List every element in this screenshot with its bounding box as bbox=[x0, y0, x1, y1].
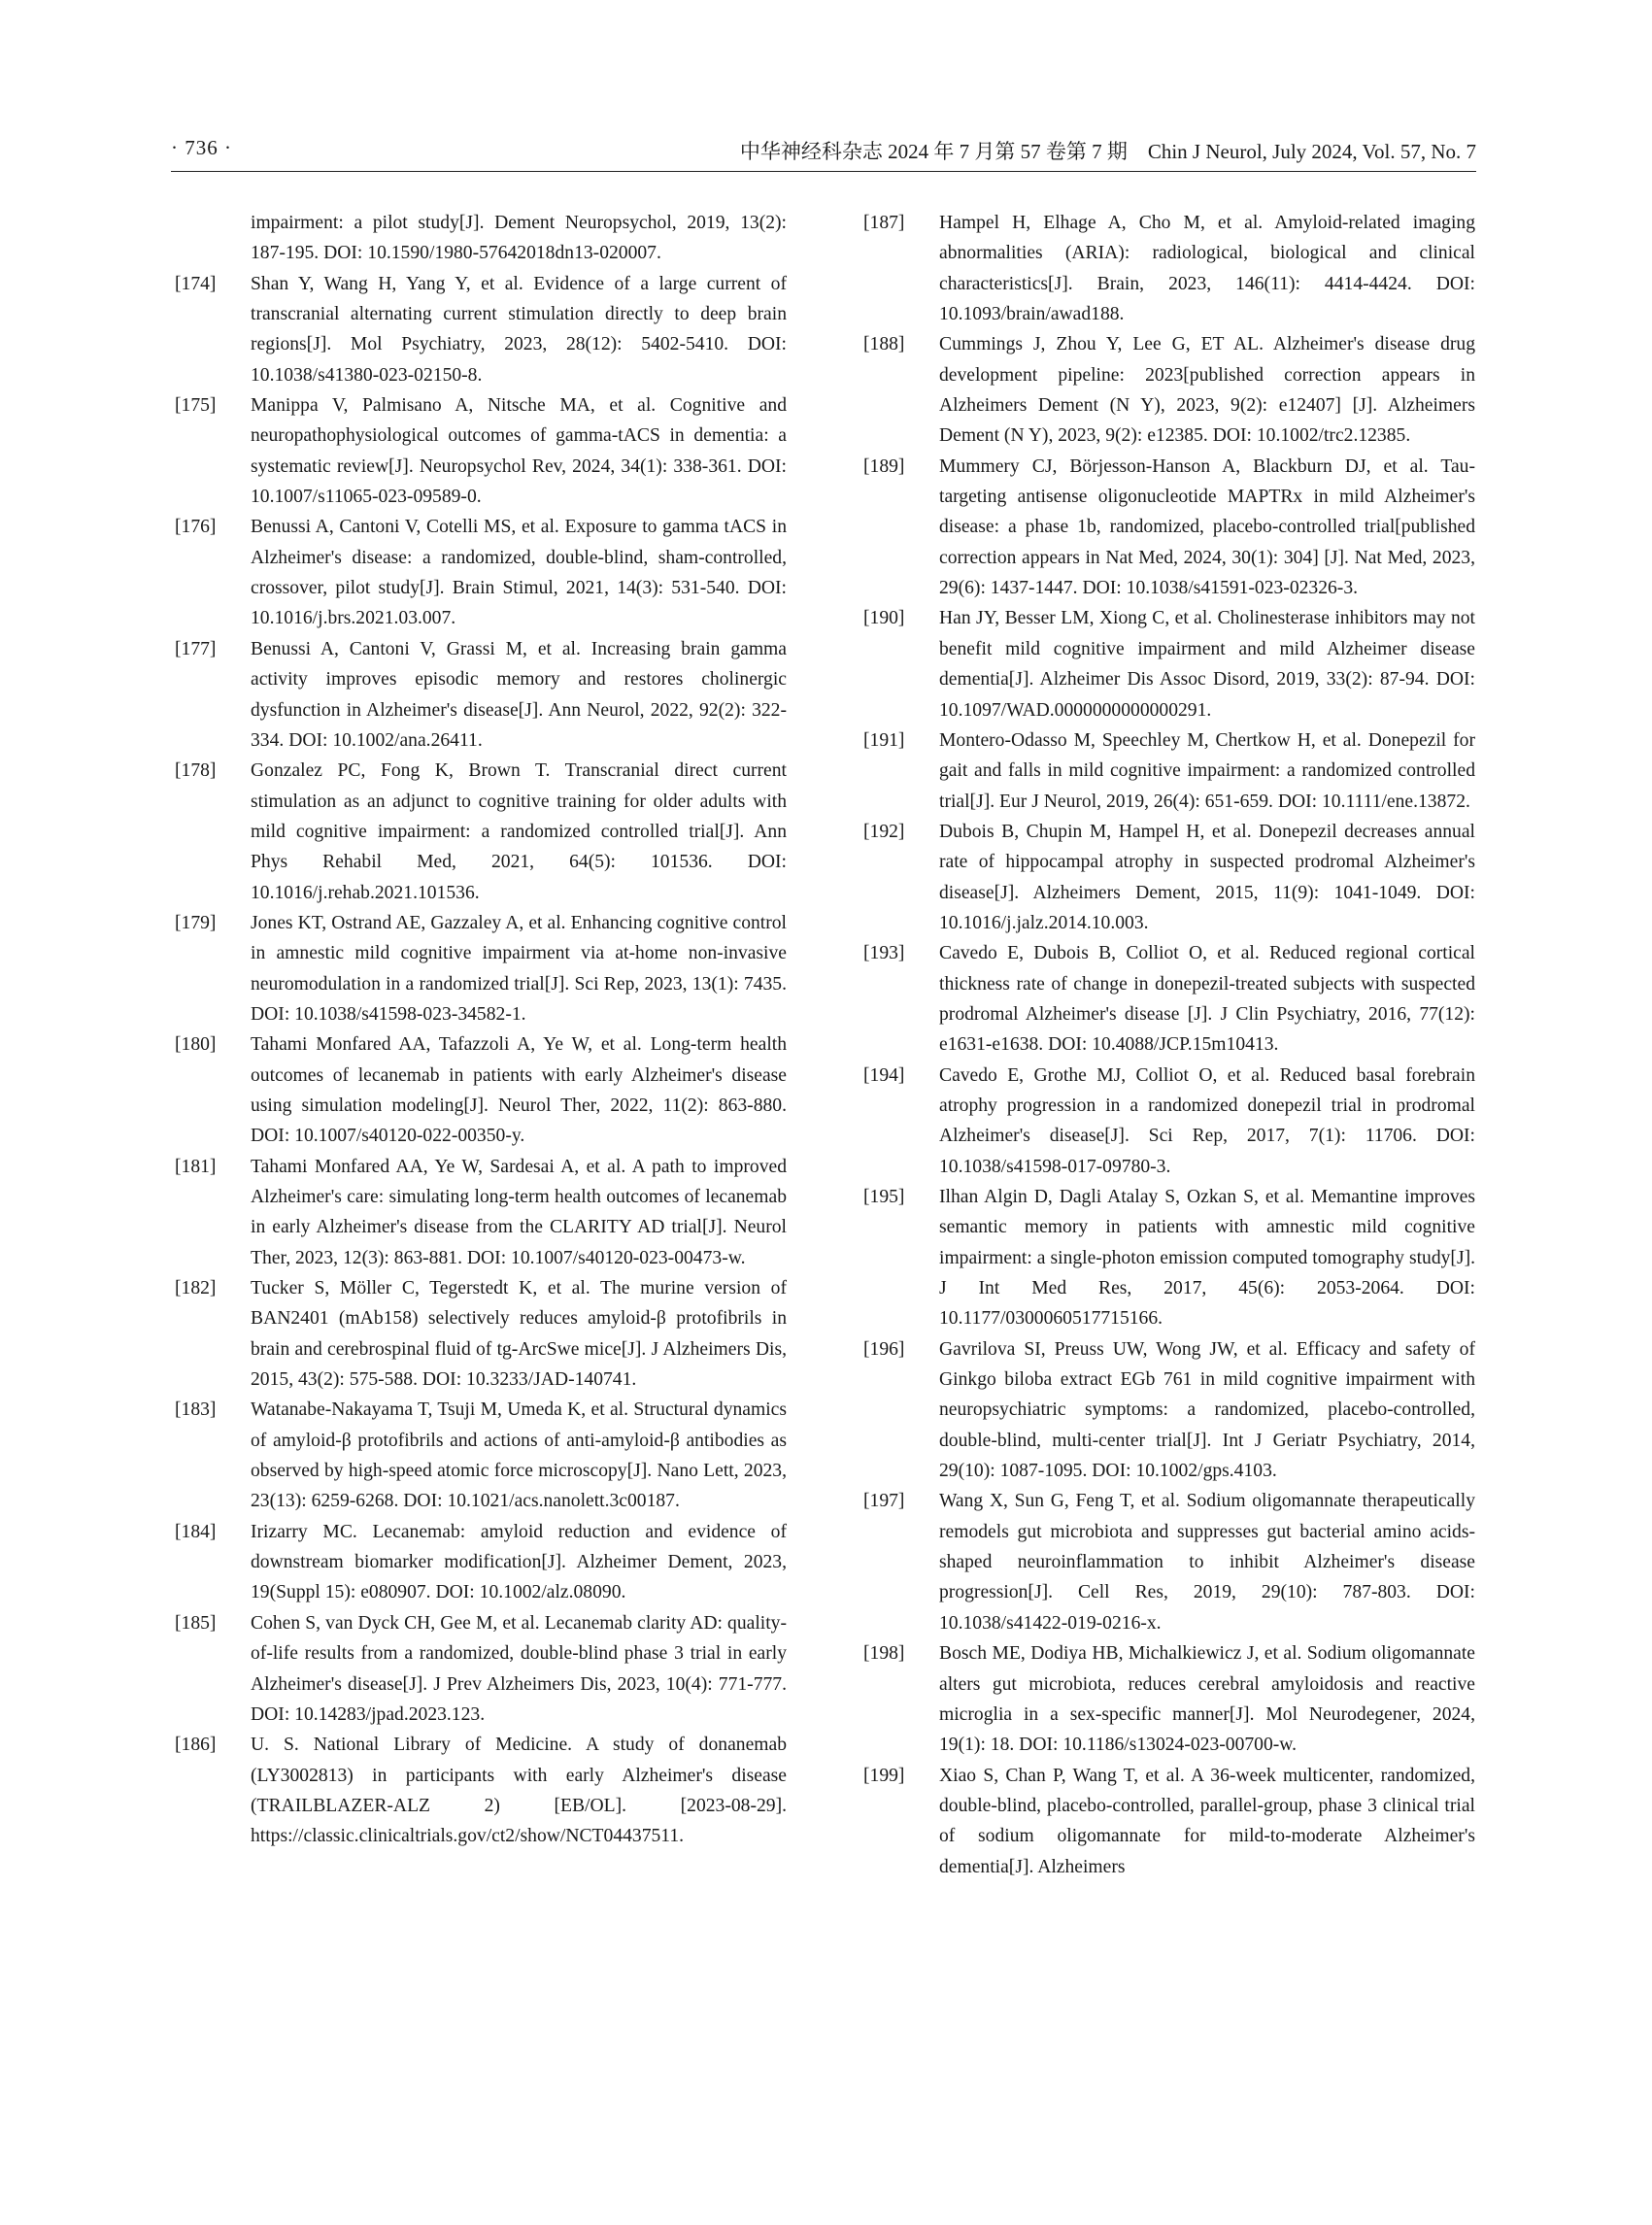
reference-text: Mummery CJ, Börjesson-Hanson A, Blackburn DJ, et al. Tau-targeting antisense oligonucleotide MAPTRx in mild Alzheimer's disease: a phase 1b, randomized, placebo-controlled trial[published correction appears in Nat Med, 2024, 30(1): 304] [J]. Nat Med, 2023, 29(6): 1437-1447. DOI: 10.1038/s41591-023-02326-3. bbox=[939, 455, 1475, 599]
reference-text: Cummings J, Zhou Y, Lee G, ET AL. Alzheimer's disease drug development pipeline: 2023[published correction appears in Alzheimers Dement (N Y), 2023, 9(2): e12407] [J]. Alzheimers Dement (N Y), 2023, 9(2): e12385. DOI: 10.1002/trc2.12385. bbox=[939, 334, 1475, 447]
reference-text: Hampel H, Elhage A, Cho M, et al. Amyloid-related imaging abnormalities (ARIA): radiological, biological and clinical characteristics[J]. Brain, 2023, 146(11): 4414-4424. DOI: 10.1093/brain/awad188. bbox=[939, 213, 1475, 325]
reference-entry bbox=[175, 208, 787, 269]
reference-number: [197] bbox=[863, 1491, 905, 1512]
reference-text: Tucker S, Möller C, Tegerstedt K, et al. The murine version of BAN2401 (mAb158) selectively reduces amyloid-β protofibrils in brain and cerebrospinal fluid of tg-ArcSwe mice[J]. J Alzheimers Dis, 2015, 43(2): 575-588. DOI: 10.3233/JAD-140741. bbox=[251, 1278, 787, 1391]
reference-number: [184] bbox=[175, 1521, 217, 1542]
page-number: · 736 · bbox=[171, 136, 232, 159]
reference-column-right bbox=[863, 208, 1475, 1882]
reference-text: Jones KT, Ostrand AE, Gazzaley A, et al. Enhancing cognitive control in amnestic mild cognitive impairment via at-home non-invasive neuromodulation in a randomized trial[J]. Sci Rep, 2023, 13(1): 7435. DOI: 10.1038/s41598-023-34582-1. bbox=[251, 912, 787, 1025]
journal-citation: 中华神经科杂志 2024 年 7 月第 57 卷第 7 期 Chin J Neurol, July 2024, Vol. 57, No. 7 bbox=[739, 140, 1476, 163]
reference-number: [175] bbox=[175, 395, 217, 417]
reference-number: [199] bbox=[863, 1765, 905, 1786]
reference-number: [188] bbox=[863, 334, 905, 355]
reference-number: [191] bbox=[863, 729, 905, 751]
reference-number: [181] bbox=[175, 1156, 217, 1177]
reference-text: Cavedo E, Dubois B, Colliot O, et al. Reduced regional cortical thickness rate of change in donepezil-treated subjects with suspected prodromal Alzheimer's disease [J]. J Clin Psychiatry, 2016, 77(12): e1631-e1638. DOI: 10.4088/JCP.15m10413. bbox=[939, 943, 1475, 1056]
reference-number: [185] bbox=[175, 1612, 217, 1634]
reference-text: Cohen S, van Dyck CH, Gee M, et al. Lecanemab clarity AD: quality-of-life results from a randomized, double-blind phase 3 trial in early Alzheimer's disease[J]. J Prev Alzheimers Dis, 2023, 10(4): 771-777. DOI: 10.14283/jpad.2023.123. bbox=[251, 1612, 787, 1725]
reference-entry bbox=[175, 1273, 787, 1395]
reference-entry bbox=[863, 1486, 1475, 1638]
reference-text: Cavedo E, Grothe MJ, Colliot O, et al. Reduced basal forebrain atrophy progression in a randomized donepezil trial in prodromal Alzheimer's disease[J]. Sci Rep, 2017, 7(1): 11706. DOI: 10.1038/s41598-017-09780-3. bbox=[939, 1064, 1475, 1177]
reference-entry bbox=[175, 269, 787, 390]
reference-entry bbox=[863, 1761, 1475, 1882]
reference-text: Gavrilova SI, Preuss UW, Wong JW, et al. Efficacy and safety of Ginkgo biloba extract EGb 761 in mild cognitive impairment with neuropsychiatric symptoms: a randomized, placebo-controlled, double-blind, multi-center trial[J]. Int J Geriatr Psychiatry, 2014, 29(10): 1087-1095. DOI: 10.1002/gps.4103. bbox=[939, 1338, 1475, 1482]
reference-text: Dubois B, Chupin M, Hampel H, et al. Donepezil decreases annual rate of hippocampal atrophy in suspected prodromal Alzheimer's disease[J]. Alzheimers Dement, 2015, 11(9): 1041-1049. DOI: 10.1016/j.jalz.2014.10.003. bbox=[939, 821, 1475, 933]
reference-entry bbox=[175, 1029, 787, 1151]
reference-text: Benussi A, Cantoni V, Grassi M, et al. Increasing brain gamma activity improves episodic memory and restores cholinergic dysfunction in Alzheimer's disease[J]. Ann Neurol, 2022, 92(2): 322-334. DOI: 10.1002/ana.26411. bbox=[251, 638, 787, 751]
reference-number: [176] bbox=[175, 517, 217, 538]
reference-number: [196] bbox=[863, 1338, 905, 1360]
reference-entry bbox=[863, 1638, 1475, 1760]
reference-text: Gonzalez PC, Fong K, Brown T. Transcranial direct current stimulation as an adjunct to cognitive training for older adults with mild cognitive impairment: a randomized controlled trial[J]. Ann Phys Rehabil Med, 2021, 64(5): 101536. DOI: 10.1016/j.rehab.2021.101536. bbox=[251, 760, 787, 903]
reference-number: [177] bbox=[175, 638, 217, 659]
reference-text: Manippa V, Palmisano A, Nitsche MA, et al. Cognitive and neuropathophysiological outcomes of gamma-tACS in dementia: a systematic review[J]. Neuropsychol Rev, 2024, 34(1): 338-361. DOI: 10.1007/s11065-023-09589-0. bbox=[251, 395, 787, 508]
reference-text: Shan Y, Wang H, Yang Y, et al. Evidence of a large current of transcranial alternating current stimulation directly to deep brain regions[J]. Mol Psychiatry, 2023, 28(12): 5402-5410. DOI: 10.1038/s41380-023-02150-8. bbox=[251, 273, 787, 386]
reference-text: impairment: a pilot study[J]. Dement Neuropsychol, 2019, 13(2): 187-195. DOI: 10.1590/1980-57642018dn13-020007. bbox=[251, 213, 787, 264]
reference-entry bbox=[863, 817, 1475, 938]
reference-text: Tahami Monfared AA, Tafazzoli A, Ye W, et al. Long-term health outcomes of lecanemab in patients with early Alzheimer's disease using simulation modeling[J]. Neurol Ther, 2022, 11(2): 863-880. DOI: 10.1007/s40120-022-00350-y. bbox=[251, 1034, 787, 1147]
reference-entry bbox=[863, 603, 1475, 725]
reference-number: [174] bbox=[175, 273, 217, 294]
reference-text: Bosch ME, Dodiya HB, Michalkiewicz J, et al. Sodium oligomannate alters gut microbiota, reduces cerebral amyloidosis and reactive microglia in a sex-specific manner[J]. Mol Neurodegener, 2024, 19(1): 18. DOI: 10.1186/s13024-023-00700-w. bbox=[939, 1643, 1475, 1756]
reference-number: [198] bbox=[863, 1643, 905, 1665]
reference-number: [194] bbox=[863, 1064, 905, 1086]
reference-text: Han JY, Besser LM, Xiong C, et al. Cholinesterase inhibitors may not benefit mild cognitive impairment and mild Alzheimer disease dementia[J]. Alzheimer Dis Assoc Disord, 2019, 33(2): 87-94. DOI: 10.1097/WAD.0000000000000291. bbox=[939, 608, 1475, 721]
reference-text: Tahami Monfared AA, Ye W, Sardesai A, et al. A path to improved Alzheimer's care: simulating long-term health outcomes of lecanemab in early Alzheimer's disease from the CLARITY AD trial[J]. Neurol Ther, 2023, 12(3): 863-881. DOI: 10.1007/s40120-023-00473-w. bbox=[251, 1156, 787, 1268]
running-header bbox=[171, 136, 1476, 172]
reference-entry bbox=[863, 329, 1475, 451]
reference-entry bbox=[175, 1152, 787, 1273]
reference-entry bbox=[175, 756, 787, 908]
reference-number: [179] bbox=[175, 912, 217, 933]
reference-text: Benussi A, Cantoni V, Cotelli MS, et al. Exposure to gamma tACS in Alzheimer's disease: a randomized, double-blind, sham-controlled, crossover, pilot study[J]. Brain Stimul, 2021, 14(3): 531-540. DOI: 10.1016/j.brs.2021.03.007. bbox=[251, 517, 787, 629]
reference-number: [180] bbox=[175, 1034, 217, 1056]
reference-text: Montero-Odasso M, Speechley M, Chertkow H, et al. Donepezil for gait and falls in mild cognitive impairment: a randomized controlled trial[J]. Eur J Neurol, 2019, 26(4): 651-659. DOI: 10.1111/ene.13872. bbox=[939, 729, 1475, 812]
reference-entry bbox=[175, 512, 787, 633]
reference-entry bbox=[863, 452, 1475, 604]
reference-number: [182] bbox=[175, 1278, 217, 1299]
reference-entry bbox=[863, 1334, 1475, 1487]
reference-entry bbox=[175, 634, 787, 756]
reference-number: [178] bbox=[175, 760, 217, 782]
reference-column-left bbox=[175, 208, 787, 1852]
reference-text: Wang X, Sun G, Feng T, et al. Sodium oligomannate therapeutically remodels gut microbiota and suppresses gut bacterial amino acids-shaped neuroinflammation to inhibit Alzheimer's disease progression[J]. Cell Res, 2019, 29(10): 787-803. DOI: 10.1038/s41422-019-0216-x. bbox=[939, 1491, 1475, 1634]
reference-number: [183] bbox=[175, 1399, 217, 1421]
reference-entry bbox=[175, 1395, 787, 1516]
reference-number: [187] bbox=[863, 213, 905, 233]
reference-text: Xiao S, Chan P, Wang T, et al. A 36-week multicenter, randomized, double-blind, placebo-controlled, parallel-group, phase 3 clinical trial of sodium oligomannate for mild-to-moderate Alzheimer's dementia[J]. Alzheimers bbox=[939, 1765, 1475, 1877]
reference-entry bbox=[863, 1182, 1475, 1334]
reference-number: [192] bbox=[863, 821, 905, 842]
reference-number: [195] bbox=[863, 1187, 905, 1207]
reference-entry bbox=[175, 1730, 787, 1851]
reference-entry bbox=[863, 938, 1475, 1060]
reference-entry bbox=[175, 390, 787, 512]
reference-number: [186] bbox=[175, 1735, 217, 1756]
reference-text: Ilhan Algin D, Dagli Atalay S, Ozkan S, et al. Memantine improves semantic memory in patients with amnestic mild cognitive impairment: a single-photon emission computed tomography study[J]. J Int Med Res, 2017, 45(6): 2053-2064. DOI: 10.1177/0300060517715166. bbox=[939, 1187, 1475, 1330]
reference-number: [193] bbox=[863, 943, 905, 964]
reference-text: Irizarry MC. Lecanemab: amyloid reduction and evidence of downstream biomarker modification[J]. Alzheimer Dement, 2023, 19(Suppl 15): e080907. DOI: 10.1002/alz.08090. bbox=[251, 1521, 787, 1603]
reference-entry bbox=[175, 1517, 787, 1608]
reference-entry bbox=[863, 725, 1475, 817]
reference-entry bbox=[175, 1608, 787, 1730]
reference-text: Watanabe-Nakayama T, Tsuji M, Umeda K, et al. Structural dynamics of amyloid-β protofibrils and actions of anti-amyloid-β antibodies as observed by high-speed atomic force microscopy[J]. Nano Lett, 2023, 23(13): 6259-6268. DOI: 10.1021/acs.nanolett.3c00187. bbox=[251, 1399, 787, 1512]
reference-entry bbox=[863, 1061, 1475, 1182]
reference-text: U. S. National Library of Medicine. A study of donanemab (LY3002813) in participants with early Alzheimer's disease (TRAILBLAZER-ALZ 2) [EB/OL]. [2023-08-29]. https://classic.clinicaltrials.gov/ct2/show/NCT04437511. bbox=[251, 1735, 787, 1847]
reference-number: [190] bbox=[863, 608, 905, 629]
reference-entry bbox=[863, 208, 1475, 329]
reference-entry bbox=[175, 908, 787, 1029]
reference-number: [189] bbox=[863, 455, 905, 477]
